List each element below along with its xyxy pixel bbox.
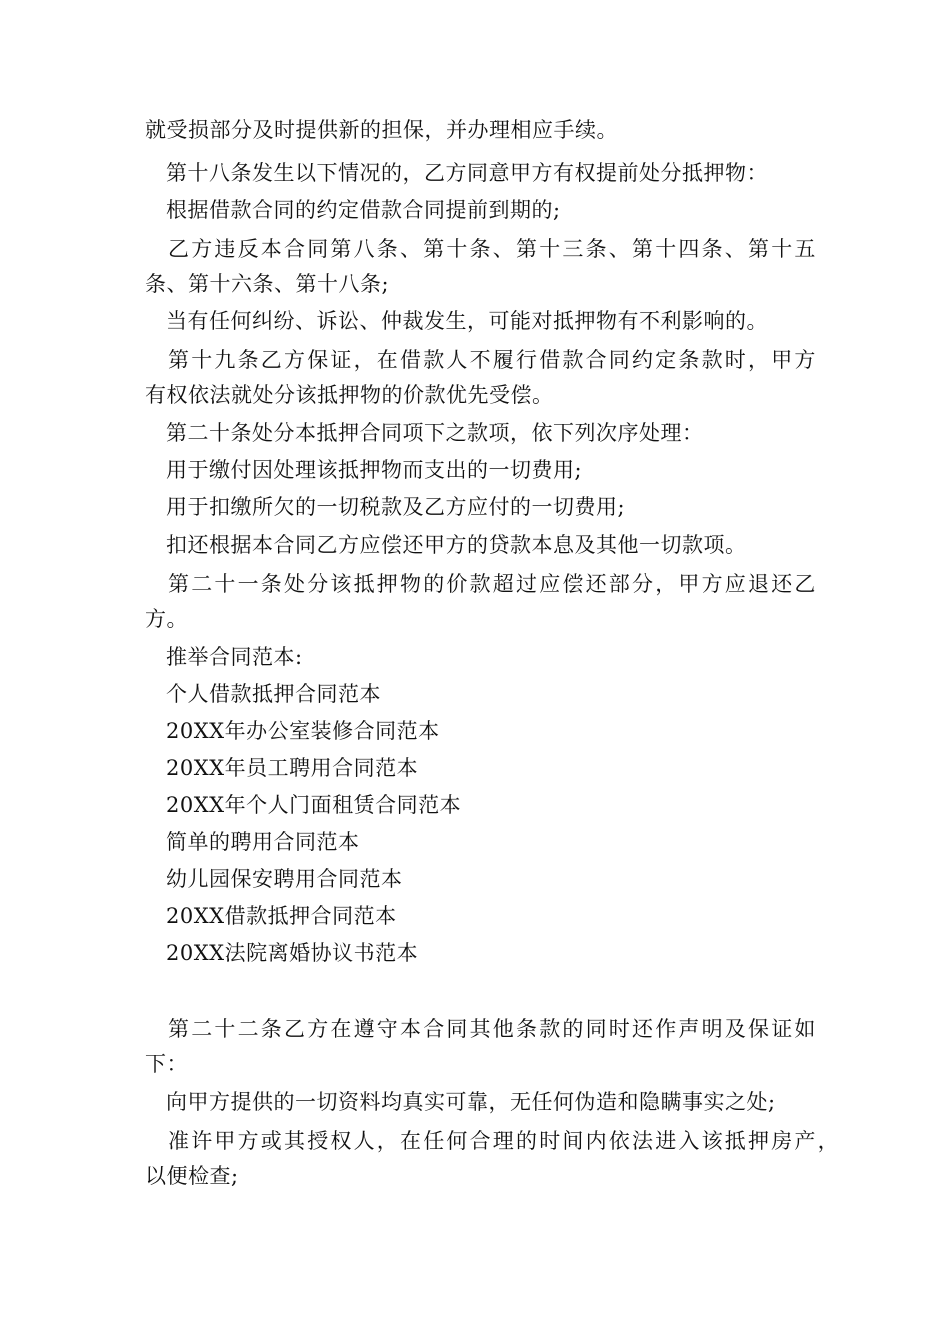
text-line: 扣还根据本合同乙方应偿还甲方的贷款本息及其他一切款项。 — [166, 533, 747, 557]
text-line: 简单的聘用合同范本 — [166, 830, 360, 854]
text-line: 方。 — [145, 607, 188, 631]
text-line: 当有任何纠纷、诉讼、仲裁发生，可能对抵押物有不利影响的。 — [166, 309, 768, 333]
text-line: 20XX借款抵押合同范本 — [166, 904, 397, 928]
text-line: 条、第十六条、第十八条; — [145, 272, 390, 296]
text-line: 用于扣缴所欠的一切税款及乙方应付的一切费用; — [166, 495, 626, 519]
text-line: 有权依法就处分该抵押物的价款优先受偿。 — [145, 383, 554, 407]
text-line: 根据借款合同的约定借款合同提前到期的; — [166, 198, 561, 222]
text-line: 个人借款抵押合同范本 — [166, 682, 381, 706]
text-line: 第二十一条处分该抵押物的价款超过应偿还部分，甲方应退还乙 — [168, 572, 818, 596]
text-line: 用于缴付因处理该抵押物而支出的一切费用; — [166, 458, 583, 482]
text-line: 第十九条乙方保证，在借款人不履行借款合同约定条款时，甲方 — [168, 348, 818, 372]
text-line: 第二十条处分本抵押合同项下之款项，依下列次序处理： — [166, 421, 704, 445]
text-line: 第二十二条乙方在遵守本合同其他条款的同时还作声明及保证如 — [168, 1017, 818, 1041]
text-line: 准许甲方或其授权人，在任何合理的时间内依法进入该抵押房产， — [168, 1129, 841, 1153]
text-line: 乙方违反本合同第八条、第十条、第十三条、第十四条、第十五 — [168, 237, 818, 261]
text-line: 20XX年个人门面租赁合同范本 — [166, 793, 462, 817]
text-line: 下： — [145, 1052, 188, 1076]
text-line: 推举合同范本: — [166, 645, 303, 669]
text-line: 20XX法院离婚协议书范本 — [166, 941, 419, 965]
text-line: 20XX年办公室装修合同范本 — [166, 719, 440, 743]
text-line: 就受损部分及时提供新的担保，并办理相应手续。 — [145, 118, 618, 142]
text-line: 20XX年员工聘用合同范本 — [166, 756, 419, 780]
text-line: 第十八条发生以下情况的，乙方同意甲方有权提前处分抵押物： — [166, 161, 768, 185]
text-line: 以便检查; — [145, 1164, 239, 1188]
text-line: 向甲方提供的一切资料均真实可靠，无任何伪造和隐瞒事实之处; — [166, 1090, 776, 1114]
text-line: 幼儿园保安聘用合同范本 — [166, 867, 403, 891]
